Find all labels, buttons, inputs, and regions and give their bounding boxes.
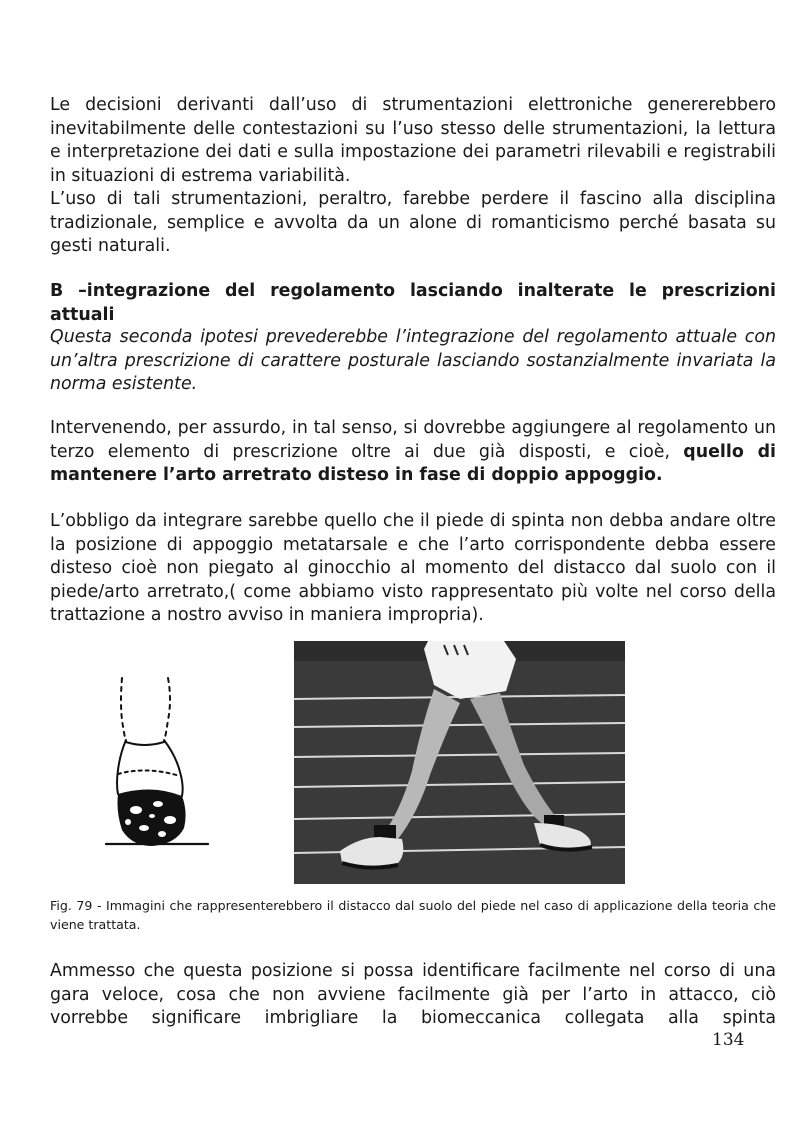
paragraph-strumentazioni: Le decisioni derivanti dall’uso di strumentazioni elettroniche genererebbero inevitabilmente delle contestazioni su l’uso stesso delle strumentazioni, la lettura e interpretazione dei dati e sulla impostazione dei parametri rilevabili e registrabili in situazioni di estrema variabilità. [50,95,776,186]
foot-drawing-figure [96,672,216,862]
figure-caption: Fig. 79 - Immagini che rappresenterebbero il distacco dal suolo del piede nel caso di applicazione della teoria che viene trattata. [50,898,776,932]
paragraph-intervenendo [50,417,776,488]
paragraph-intervenendo-text: Intervenendo, per assurdo, in tal senso, si dovrebbe aggiungere al regolamento un terzo elemento di prescrizione oltre ai due già disposti, e cioè, [50,418,776,462]
race-walker-photo [294,641,625,884]
paragraph-ammesso: Ammesso che questa posizione si possa identificare facilmente nel corso di una gara veloce, cosa che non avviene facilmente già per l’arto in attacco, ciò vorrebbe significare imbrigliare la biomeccanica collegata alla spinta [50,961,776,1028]
paragraph-intervenendo-bold: quello di mantenere l’arto arretrato disteso in fase di doppio appoggio. [50,441,776,485]
paragraph-fascino: L’uso di tali strumentazioni, peraltro, farebbe perdere il fascino alla disciplina tradizionale, semplice e avvolta da un alone di romanticismo perché basata su gesti naturali. [50,189,776,256]
paragraph-obbligo: L’obbligo da integrare sarebbe quello che il piede di spinta non debba andare oltre la posizione di appoggio metatarsale e che l’arto corrispondente debba essere disteso cioè non piegato al ginocchio al momento del distacco dal suolo con il piede/arto arretrato,( come abbiamo visto rappresentato più volte nel corso della trattazione a nostro avviso in maniera impropria). [50,511,776,625]
section-heading-b: B –integrazione del regolamento lasciando inalterate le prescrizioni attuali [50,281,776,325]
paragraph-seconda-ipotesi: Questa seconda ipotesi prevederebbe l’integrazione del regolamento attuale con un’altra prescrizione di carattere posturale lasciando sostanzialmente invariata la norma esistente. [50,327,776,394]
page-number: 134 [712,1030,745,1050]
